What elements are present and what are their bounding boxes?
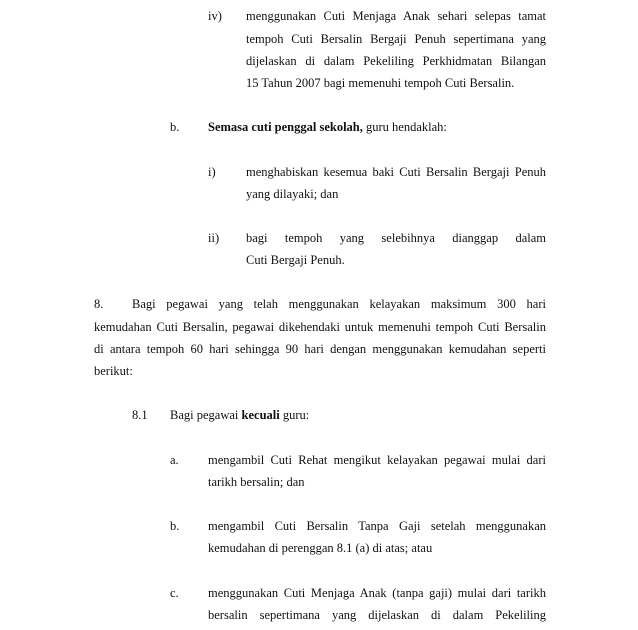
item-ii-marker: ii) xyxy=(208,231,220,245)
para-8-line-3: di antara tempoh 60 hari sehingga 90 hari dengan menggunakan kemudahan seperti xyxy=(94,342,546,356)
item-ii-line-1: bagi tempoh yang selebihnya dianggap dalam xyxy=(246,231,546,245)
section-8-1-text-before: Bagi pegawai xyxy=(170,408,242,422)
item-b2-line-1: mengambil Cuti Bersalin Tanpa Gaji setelah menggunakan xyxy=(208,519,546,533)
section-8-1-heading xyxy=(170,407,309,423)
item-a-line-1: mengambil Cuti Rehat mengikut kelayakan pegawai mulai dari xyxy=(208,453,546,467)
item-b-bold-text: Semasa cuti penggal sekolah, xyxy=(208,120,363,134)
item-c-line-2: bersalin sepertimana yang dijelaskan di dalam Pekeliling xyxy=(208,608,546,622)
item-c-marker: c. xyxy=(170,586,179,600)
item-a-marker: a. xyxy=(170,453,179,467)
section-8-1-bold-text: kecuali xyxy=(241,408,280,422)
item-c-line-1: menggunakan Cuti Menjaga Anak (tanpa gaji) mulai dari tarikh xyxy=(208,586,546,600)
item-i-line-1: menghabiskan kesemua baki Cuti Bersalin Bergaji Penuh xyxy=(246,165,546,179)
item-iv-line-3: dijelaskan di dalam Pekeliling Perkhidmatan Bilangan xyxy=(246,54,546,68)
item-i-marker: i) xyxy=(208,165,216,179)
para-8-number: 8. xyxy=(94,297,104,311)
item-iv-marker: iv) xyxy=(208,9,222,23)
item-iv-line-1: menggunakan Cuti Menjaga Anak sehari selepas tamat xyxy=(246,9,546,23)
section-8-1-number: 8.1 xyxy=(132,408,148,422)
para-8-line-4: berikut: xyxy=(94,364,133,378)
item-b2-marker: b. xyxy=(170,519,180,533)
item-b2-line-2: kemudahan di perenggan 8.1 (a) di atas; atau xyxy=(208,541,433,555)
section-8-1-text-after: guru: xyxy=(279,408,310,422)
item-b-marker: b. xyxy=(170,120,180,134)
para-8-line-1: Bagi pegawai yang telah menggunakan kelayakan maksimum 300 hari xyxy=(132,297,546,311)
item-a-line-2: tarikh bersalin; dan xyxy=(208,475,305,489)
item-b-heading xyxy=(208,119,447,135)
item-ii-line-2: Cuti Bergaji Penuh. xyxy=(246,253,345,267)
item-iv-line-4: 15 Tahun 2007 bagi memenuhi tempoh Cuti Bersalin. xyxy=(246,76,515,90)
item-iv-line-2: tempoh Cuti Bersalin Bergaji Penuh sepertimana yang xyxy=(246,32,546,46)
item-b-rest-text: guru hendaklah: xyxy=(362,120,447,134)
para-8-line-2: kemudahan Cuti Bersalin, pegawai dikehendaki untuk memenuhi tempoh Cuti Bersalin xyxy=(94,320,546,334)
item-i-line-2: yang dilayaki; dan xyxy=(246,187,339,201)
